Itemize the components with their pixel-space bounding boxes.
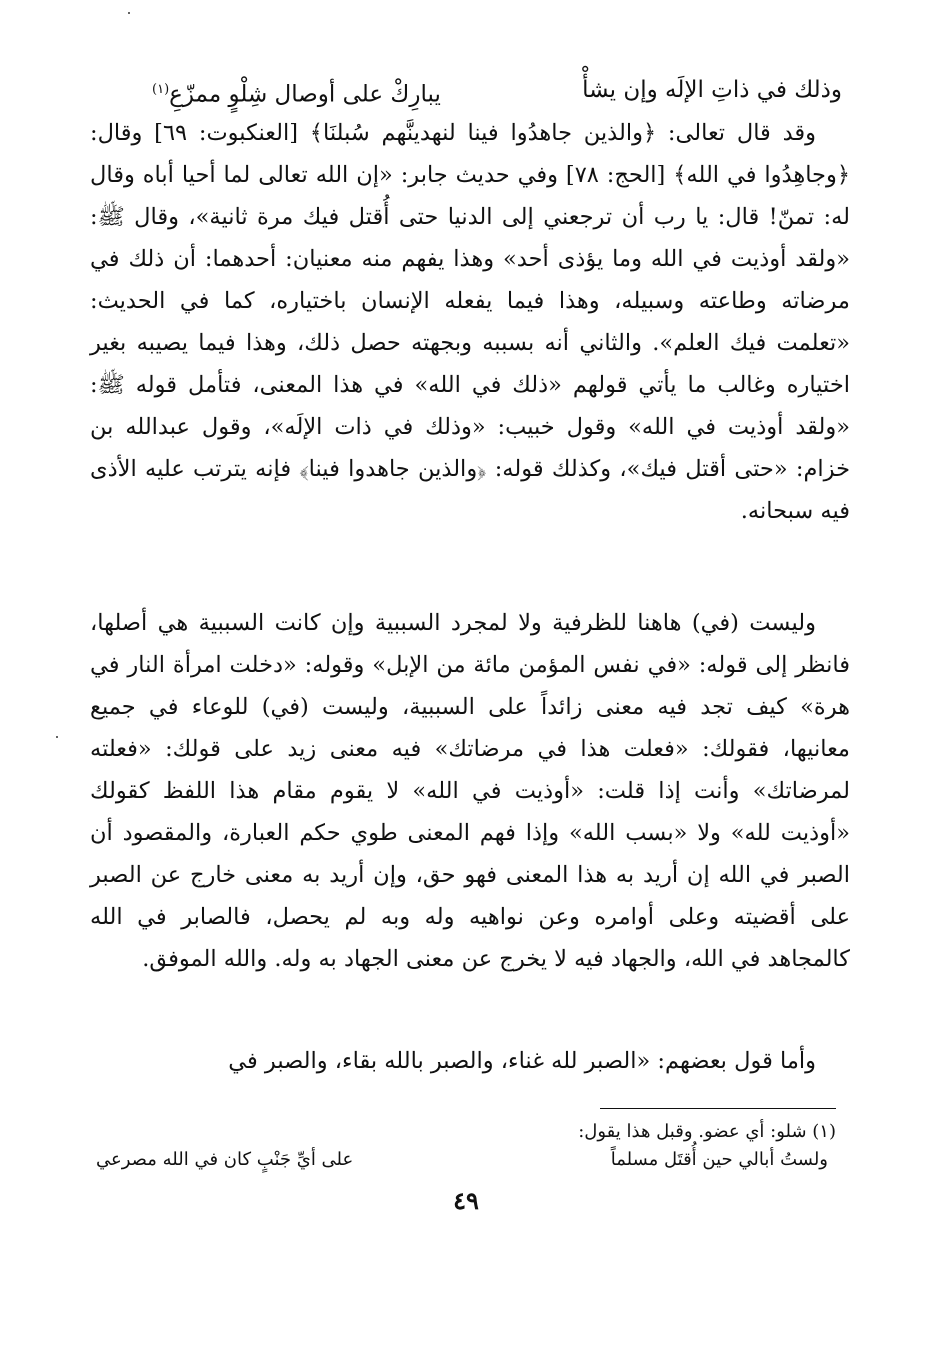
- paragraph-block: [90, 1040, 850, 1082]
- verse-second-hemistich: يبارِكْ على أوصال شِلْوٍ ممزّعِ$^{(١)}$: [152, 81, 441, 108]
- paragraph: وليست (في) هاهنا للظرفية ولا لمجرد السببية وإن كانت السببية هي أصلها، فانظر إلى قوله: «في نفس المؤمن مائة من الإبل» وقوله: «دخلت امرأة النار في هرة» كيف تجد فيه معنى زائداً على السببية، وليست (في) للوعاء في جميع معانيها، فقولك: «فعلت هذا في مرضاتك» فيه معنى زيد على قولك: «فعلته لمرضاتك» وأنت إذا قلت: «أوذيت في الله» لا يقوم مقام هذا اللفظ كقولك «أوذيت لله» ولا «بسب الله» وإذا فهم المعنى طوي حكم العبارة، والمقصود أن الصبر في الله إن أريد به هذا المعنى فهو حق، وإن أريد به معنى خارج عن الصبر على أقضيته وعلى أوامره وعن نواهيه وله وبه لم يحصل، فالصابر في الله كالمجاهد في الله، والجهاد فيه لا يخرج عن معنى الجهاد به وله. والله الموفق.: [90, 610, 850, 972]
- footnote-verse-second: على أيِّ جَنْبٍ كان في الله مصرعي: [96, 1149, 354, 1170]
- page-number: ٤٩: [453, 1186, 479, 1215]
- scan-speck: [128, 12, 130, 14]
- footnote-separator: [600, 1108, 836, 1109]
- verse-first-hemistich: وذلك في ذاتِ الإلَه وإن يشأْ: [582, 77, 842, 103]
- poetry-verse: [122, 70, 842, 110]
- paragraph-block: [90, 112, 850, 532]
- paragraph-block: [90, 602, 850, 980]
- footnote-verse: [96, 1146, 836, 1174]
- footnote-verse-first: ولستُ أبالي حين أُقتَل مسلماً: [610, 1149, 828, 1170]
- scan-speck: [56, 736, 58, 738]
- footnote-reference[interactable]: (١): [152, 82, 170, 97]
- footnote: [96, 1118, 836, 1174]
- paragraph: وأما قول بعضهم: «الصبر لله غناء، والصبر بالله بقاء، والصبر في: [228, 1048, 816, 1074]
- footnote-text: (١) شلو: أي عضو. وقبل هذا يقول:: [578, 1121, 836, 1142]
- paragraph: وقد قال تعالى: ﴿والذين جاهدُوا فينا لنهدينَّهم سُبلنَا﴾ [العنكبوت: ٦٩] وقال: ﴿وجاهِدُوا في الله﴾ [الحج: ٧٨] وفي حديث جابر: «إن الله تعالى لما أحيا أباه وقال له: تمنّ! قال: يا رب أن ترجعني إلى الدنيا حتى أُقتل فيك مرة ثانية»، وقال ﷺ: «ولقد أوذيت في الله وما يؤذى أحد» وهذا يفهم منه معنيان: أحدهما: أن ذلك في مرضاته وطاعته وسبيله، وهذا فيما يفعله الإنسان باختياره، كما في الحديث: «تعلمت فيك العلم». والثاني أنه بسببه وبجهته حصل ذلك، وهذا فيما يصيبه بغير اختياره وغالب ما يأتي قولهم «ذلك في الله» في هذا المعنى، فتأمل قوله ﷺ: «ولقد أوذيت في الله» وقول خبيب: «وذلك في ذات الإلَه»، وقول عبدالله بن خزام: «حتى أقتل فيك»، وكذلك قوله: ﴿والذين جاهدوا فينا﴾ فإنه يترتب عليه الأذى فيه سبحانه.: [90, 120, 851, 524]
